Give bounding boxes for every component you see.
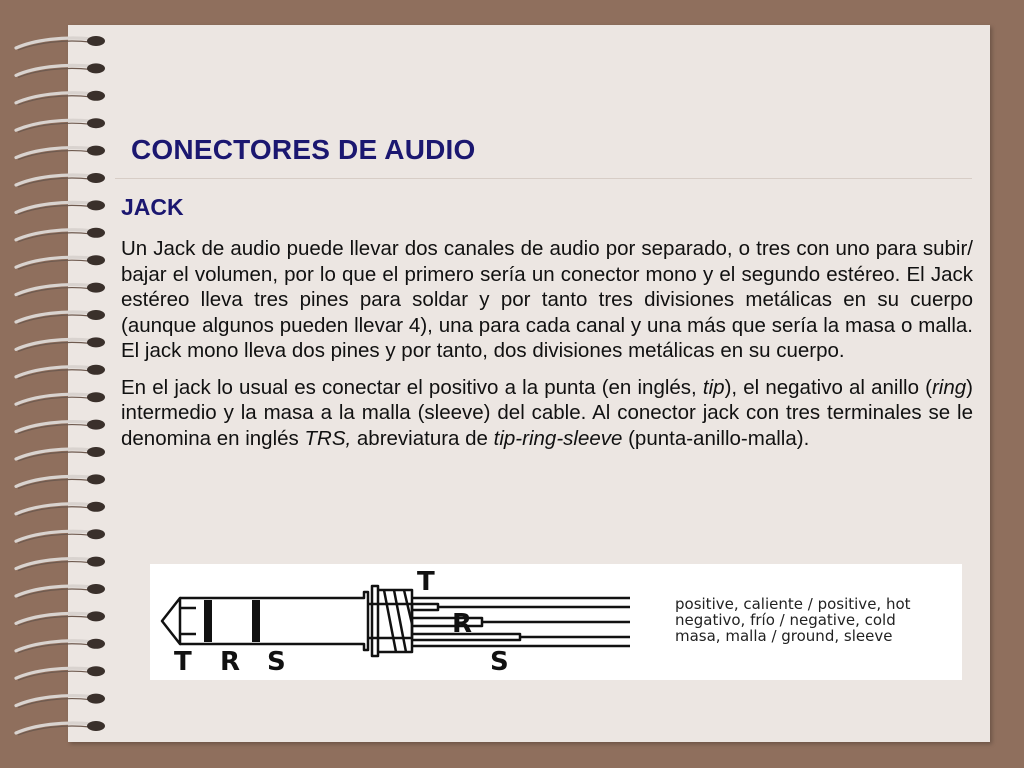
binding-ring	[16, 721, 105, 735]
binding-ring	[16, 584, 105, 598]
paragraph-text: Un Jack de audio puede llevar dos canales de audio por separado, o tres con uno para subir/ bajar el volumen, por lo que el primero sería un conector mono y el segundo estéreo. El Jack estéreo lleva tres pines para soldar y por tanto tres divisiones metálicas en su cuerpo (aunque algunos pueden llevar 4), una para cada canal y una más que sería la masa o malla. El jack mono lleva dos pines y por tanto, dos divisiones metálicas en su cuerpo.	[121, 237, 973, 362]
wire-label-sleeve: S	[490, 647, 509, 677]
binding-ring	[16, 639, 105, 653]
plug-thread-lines	[384, 590, 412, 652]
paragraph-text: ), el negativo al anillo (	[724, 375, 932, 399]
wire-label-ring: R	[452, 609, 473, 639]
binding-ring	[16, 557, 105, 571]
term-ring: ring	[931, 375, 967, 399]
plug-label-sleeve: S	[267, 647, 286, 677]
binding-ring	[16, 173, 105, 187]
plug-label-ring: R	[220, 647, 241, 677]
terminal-tip	[412, 604, 438, 610]
binding-ring	[16, 146, 105, 160]
term-trs: TRS,	[304, 426, 352, 450]
binding-ring	[16, 200, 105, 214]
wire-label-tip: T	[417, 567, 435, 597]
binding-ring	[16, 228, 105, 242]
binding-ring	[16, 63, 105, 77]
binding-ring	[16, 502, 105, 516]
legend-item-ring: negativo, frío / negative, cold	[675, 611, 896, 629]
binding-ring	[16, 36, 105, 50]
binding-ring	[16, 694, 105, 708]
binding-ring	[16, 255, 105, 269]
term-tip-ring-sleeve: tip-ring-sleeve	[493, 426, 623, 450]
legend-item-sleeve: masa, malla / ground, sleeve	[675, 627, 893, 645]
plug-collar	[372, 586, 378, 656]
title-divider	[115, 178, 972, 179]
binding-ring	[16, 474, 105, 488]
paragraph-text: En el jack lo usual es conectar el positivo a la punta (en inglés,	[121, 375, 703, 399]
paragraph-text: (punta-anillo-malla).	[622, 426, 810, 450]
plug-label-tip: T	[174, 647, 192, 677]
plug-tip-neck	[180, 608, 196, 634]
plug-insulator-1	[204, 600, 212, 642]
wire-legend	[675, 596, 911, 644]
binding-ring	[16, 118, 105, 132]
body-text	[121, 236, 973, 462]
slide-title: CONECTORES DE AUDIO	[131, 134, 476, 165]
binding-ring	[16, 310, 105, 324]
binding-ring	[16, 365, 105, 379]
paragraph-text: abreviatura de	[351, 426, 494, 450]
wire-tip	[412, 598, 630, 607]
binding-ring	[16, 529, 105, 543]
plug-tip-shape	[162, 598, 180, 644]
binding-ring	[16, 611, 105, 625]
binding-ring	[16, 447, 105, 461]
plug-insulator-2	[252, 600, 260, 642]
term-tip: tip	[702, 375, 725, 399]
legend-item-tip: positive, caliente / positive, hot	[675, 595, 911, 613]
binding-ring	[16, 91, 105, 105]
section-subtitle: JACK	[121, 194, 184, 220]
paragraph-jack-description	[121, 236, 973, 364]
trs-jack-diagram	[150, 564, 962, 680]
spiral-binding-rings	[14, 28, 114, 740]
binding-ring	[16, 283, 105, 297]
paragraph-jack-wiring	[121, 375, 973, 452]
binding-ring	[16, 420, 105, 434]
binding-ring	[16, 392, 105, 406]
binding-ring	[16, 666, 105, 680]
binding-ring	[16, 337, 105, 351]
paragraph-text: ) intermedio y la masa a la malla (sleeve) del cable. Al conector jack con tres terminales se le denomina en inglés	[121, 375, 973, 450]
